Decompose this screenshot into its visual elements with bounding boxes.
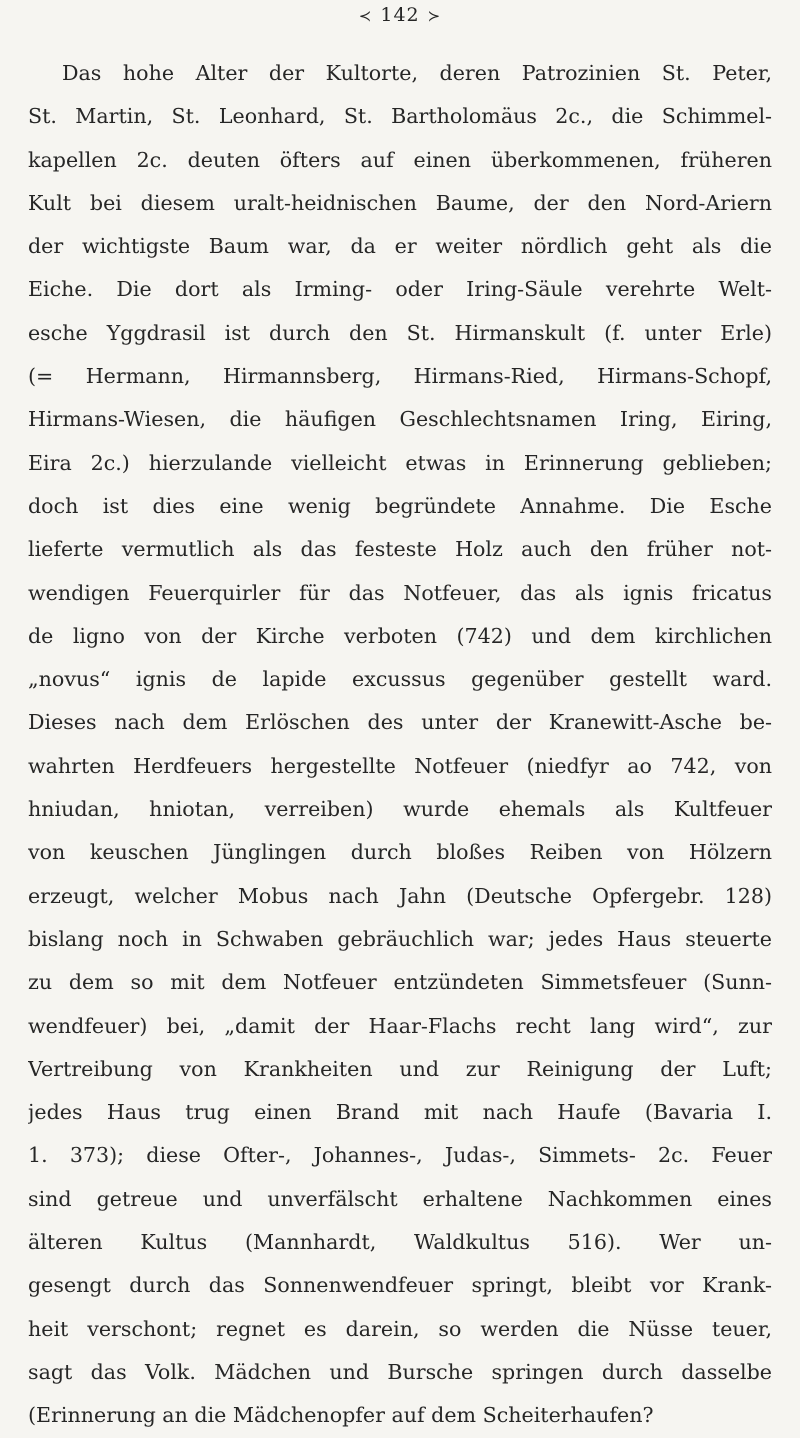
- text-line: wahrten Herdfeuers hergestellte Notfeuer (niedfyr ao 742, von: [28, 753, 772, 778]
- text-line: hniudan, hniotan, verreiben) wurde ehemals als Kultfeuer: [28, 797, 772, 822]
- page-number: 142: [380, 4, 420, 26]
- page-header: [0, 4, 800, 26]
- text-line: „novus“ ignis de lapide excussus gegenüber gestellt ward.: [28, 667, 772, 692]
- text-line: wendigen Feuerquirler für das Notfeuer, das als ignis fricatus: [28, 580, 772, 605]
- text-line: älteren Kultus (Mannhardt, Waldkultus 516). Wer un-: [28, 1230, 772, 1255]
- text-line: bislang noch in Schwaben gebräuchlich war; jedes Haus steuerte: [28, 926, 772, 951]
- ornament-right: ≻: [427, 7, 442, 25]
- text-line: sind getreue und unverfälscht erhaltene Nachkommen eines: [28, 1186, 772, 1211]
- text-line: wendfeuer) bei, „damit der Haar-Flachs recht lang wird“, zur: [28, 1013, 772, 1038]
- text-line: kapellen 2c. deuten öfters auf einen überkommenen, früheren: [28, 147, 772, 172]
- text-line: Eira 2c.) hierzulande vielleicht etwas in Erinnerung geblieben;: [28, 450, 772, 475]
- ornament-left: ≺: [358, 7, 373, 25]
- text-line: Kult bei diesem uralt-heidnischen Baume, der den Nord-Ariern: [28, 190, 772, 215]
- text-line: der wichtigste Baum war, da er weiter nördlich geht als die: [28, 234, 772, 259]
- text-line: 1. 373); diese Ofter-, Johannes-, Judas-, Simmets- 2c. Feuer: [28, 1143, 772, 1168]
- text-line: doch ist dies eine wenig begründete Annahme. Die Esche: [28, 493, 772, 518]
- text-line: (Erinnerung an die Mädchenopfer auf dem Scheiterhaufen?: [28, 1403, 654, 1428]
- text-line: lieferte vermutlich als das festeste Holz auch den früher not-: [28, 537, 772, 562]
- text-line: Eiche. Die dort als Irming- oder Iring-Säule verehrte Welt-: [28, 277, 772, 302]
- text-line: Vertreibung von Krankheiten und zur Reinigung der Luft;: [28, 1056, 772, 1081]
- text-line: zu dem so mit dem Notfeuer entzündeten Simmetsfeuer (Sunn-: [28, 970, 772, 995]
- text-line: Hirmans-Wiesen, die häufigen Geschlechtsnamen Iring, Eiring,: [28, 407, 772, 432]
- text-line: esche Yggdrasil ist durch den St. Hirmanskult (f. unter Erle): [28, 320, 772, 345]
- text-line: Dieses nach dem Erlöschen des unter der Kranewitt-Asche be-: [28, 710, 772, 735]
- text-line: erzeugt, welcher Mobus nach Jahn (Deutsche Opfergebr. 128): [28, 883, 772, 908]
- text-line: (= Hermann, Hirmannsberg, Hirmans-Ried, Hirmans-Schopf,: [28, 364, 772, 389]
- text-line: Das hohe Alter der Kultorte, deren Patrozinien St. Peter,: [62, 61, 772, 85]
- text-line: St. Martin, St. Leonhard, St. Bartholomäus 2c., die Schimmel-: [28, 104, 772, 129]
- text-line: jedes Haus trug einen Brand mit nach Haufe (Bavaria I.: [28, 1100, 772, 1125]
- text-line: heit verschont; regnet es darein, so werden die Nüsse teuer,: [28, 1316, 772, 1341]
- text-line: sagt das Volk. Mädchen und Bursche springen durch dasselbe: [28, 1359, 772, 1384]
- text-line: von keuschen Jünglingen durch bloßes Reiben von Hölzern: [28, 840, 772, 865]
- text-line: gesengt durch das Sonnenwendfeuer springt, bleibt vor Krank-: [28, 1273, 772, 1298]
- text-line: de ligno von der Kirche verboten (742) und dem kirchlichen: [28, 623, 772, 648]
- body-text: [28, 52, 772, 1438]
